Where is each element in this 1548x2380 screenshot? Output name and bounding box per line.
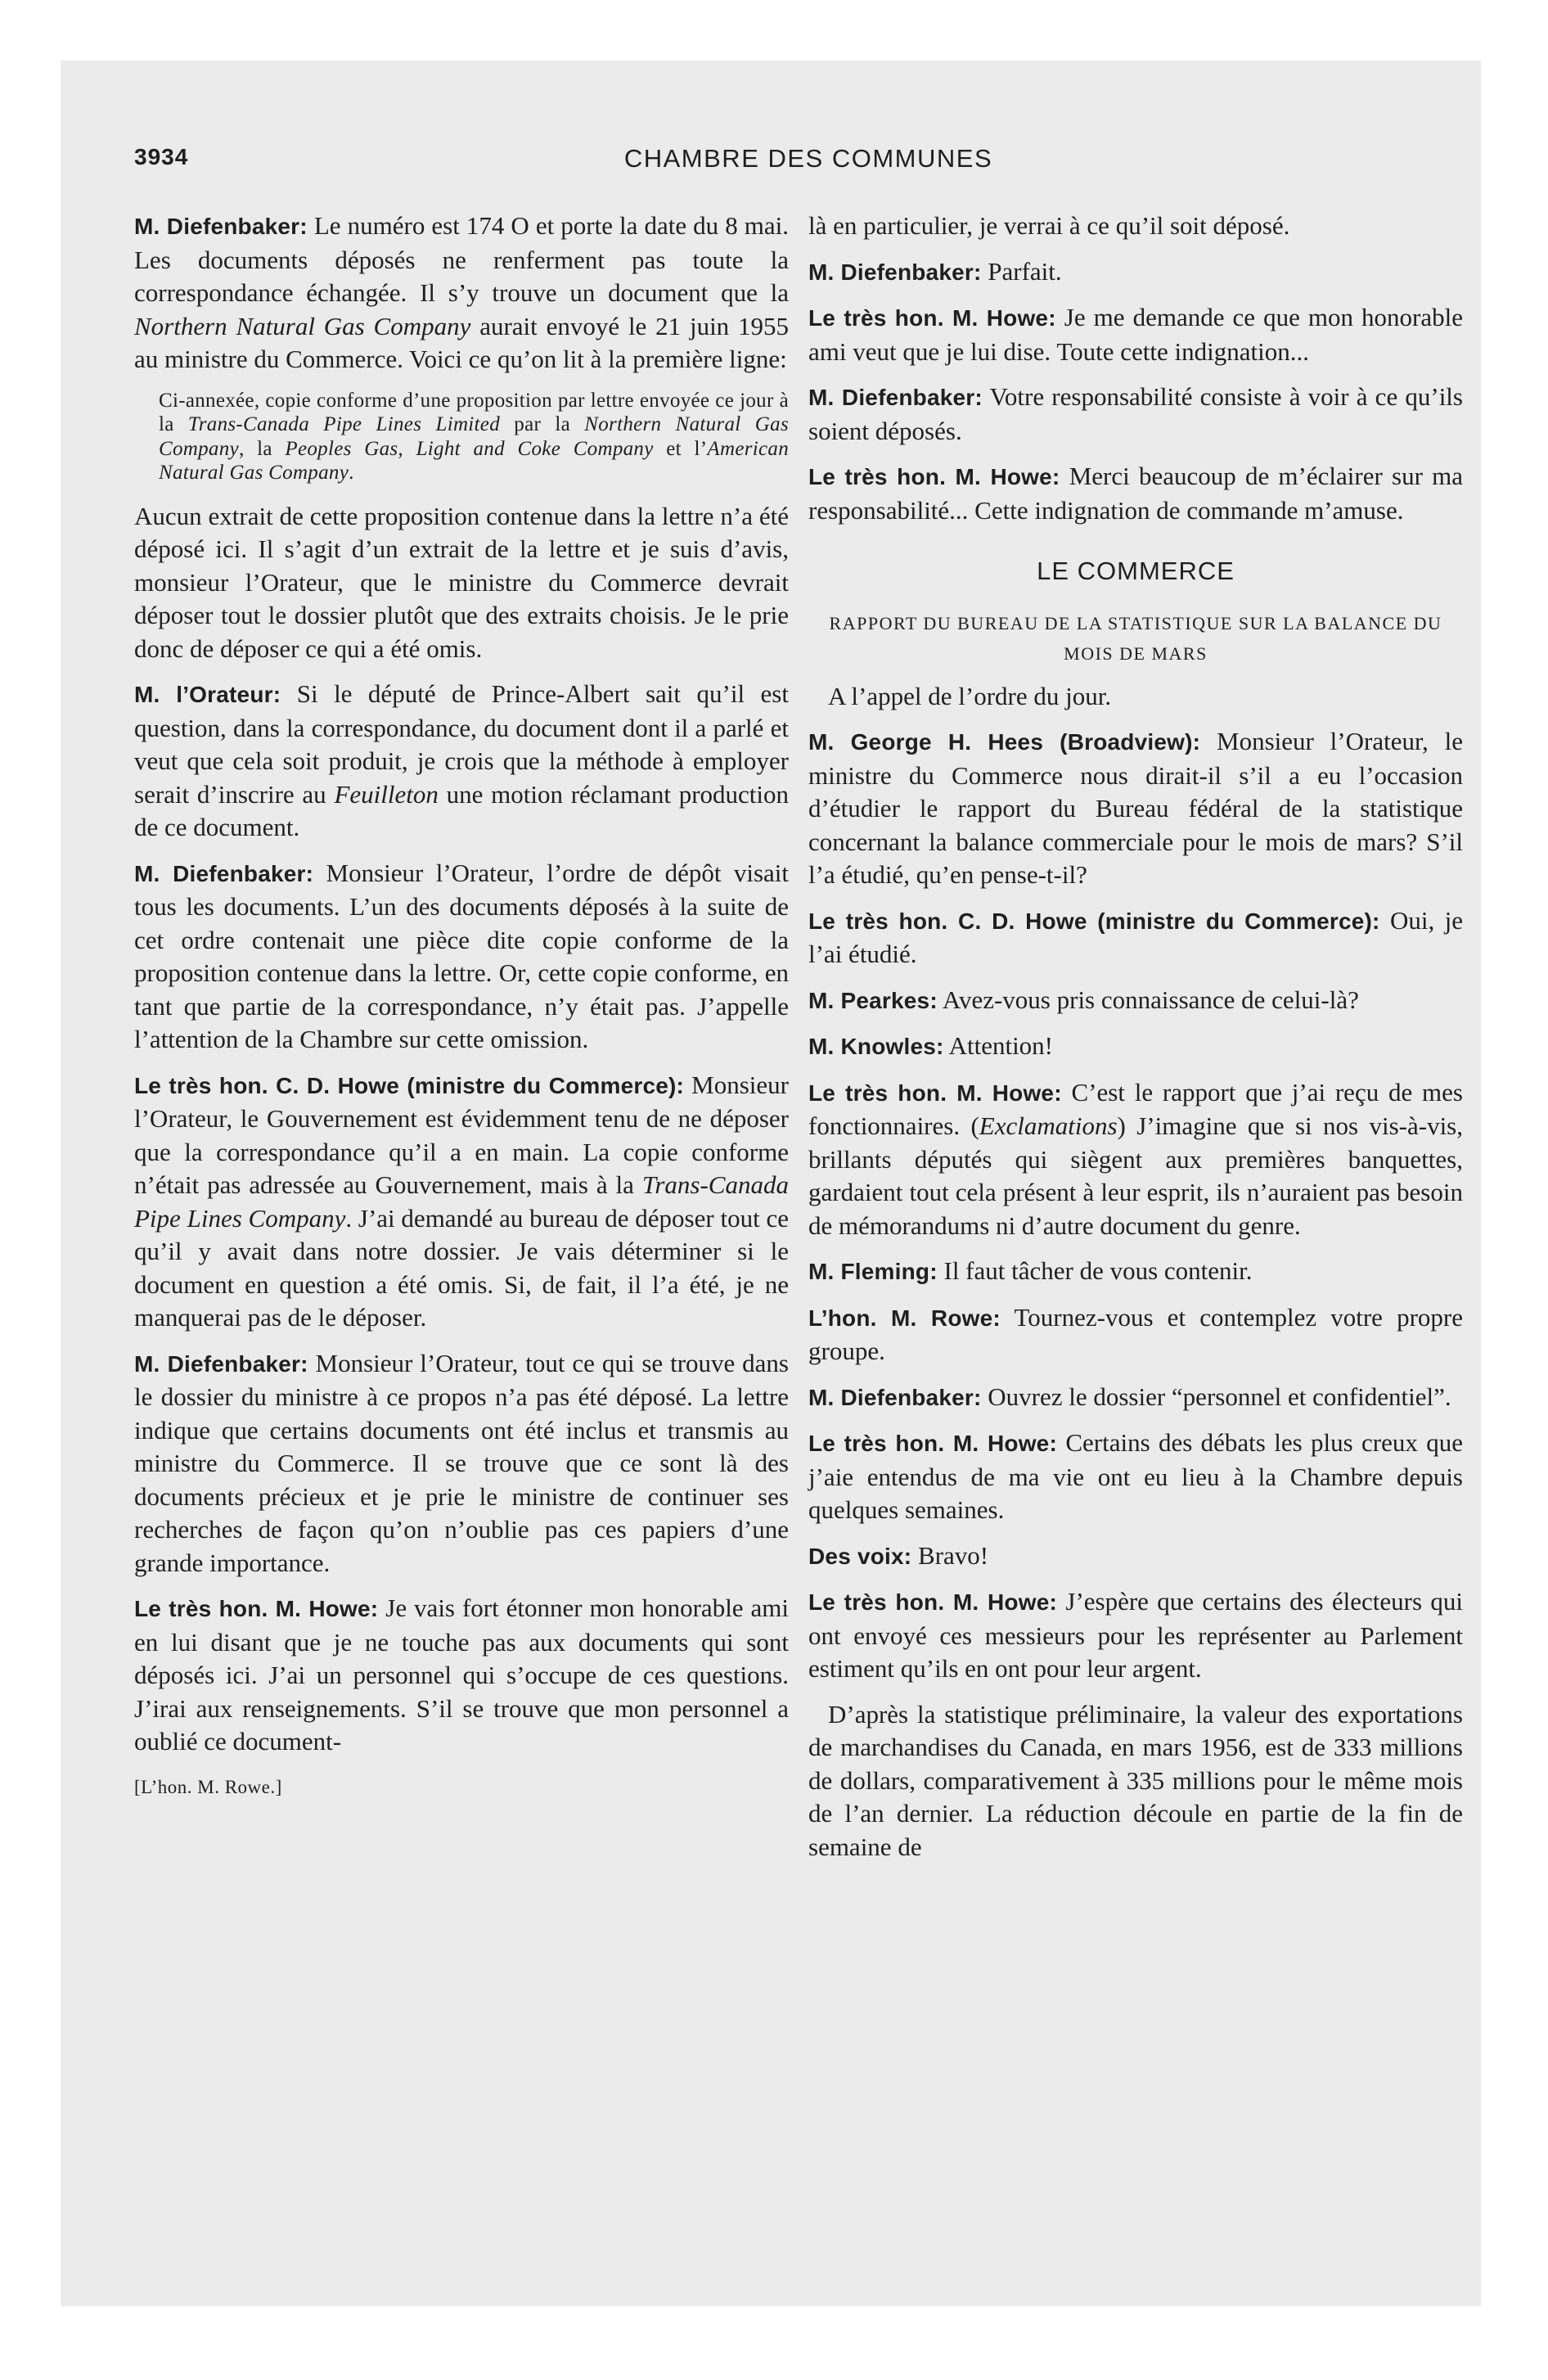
right-column bbox=[808, 210, 1463, 1876]
speaker-name: M. Pearkes: bbox=[808, 987, 938, 1013]
paragraph: Le très hon. M. Howe: C’est le rapport que j’ai reçu de mes fonctionnaires. (Exclamations) J’imagine que si nos vis-à-vis, brillants députés qui siègent aux premières banquettes, gardaient tout cela présent à leur esprit, ils n’auraient pas besoin de mémorandums ni d’autre document du genre. bbox=[808, 1077, 1463, 1240]
left-column bbox=[134, 210, 789, 1804]
running-header bbox=[134, 144, 1466, 180]
paragraph: Le très hon. M. Howe: J’espère que certains des électeurs qui ont envoyé ces messieurs pour les représenter au Parlement estiment qu’ils en ont pour leur argent. bbox=[808, 1587, 1463, 1683]
paragraph: M. l’Orateur: Si le député de Prince-Albert sait qu’il est question, dans la correspondance, du document dont il a parlé et veut que cela soit produit, je crois que la méthode à employer serait d’inscrire au Feuilleton une motion réclamant production de ce document. bbox=[134, 679, 789, 841]
speaker-name: M. Diefenbaker: bbox=[134, 860, 314, 886]
speaker-name: Le très hon. M. Howe: bbox=[808, 464, 1060, 489]
paragraph: M. Diefenbaker: Le numéro est 174 O et porte la date du 8 mai. Les documents déposés ne renferment pas toute la correspondance échangée. Il s’y trouve un document que la Northern Natural Gas Company aurait envoyé le 21 juin 1955 au ministre du Commerce. Voici ce qu’on lit à la première ligne: bbox=[134, 211, 790, 373]
speaker-name: Le très hon. M. Howe: bbox=[808, 1589, 1058, 1615]
block-quote: Ci-annexée, copie conforme d’une proposition par lettre envoyée ce jour à la Trans-Canada Pipe Lines Limited par la Northern Natural Gas Company, la Peoples Gas, Light and Coke Company et l’American Natural Gas Company. bbox=[159, 389, 789, 484]
paragraph: L’hon. M. Rowe: Tournez-vous et contemplez votre propre groupe. bbox=[808, 1302, 1464, 1365]
paragraph: A l’appel de l’ordre du jour. bbox=[828, 681, 1112, 710]
paragraph: D’après la statistique préliminaire, la valeur des exportations de marchandises du Canada, en mars 1956, est de 333 millions de dollars, comparativement à 335 millions pour le même mois de l’an dernier. La réduction découle en partie de la fin de semaine de bbox=[808, 1699, 1463, 1861]
paragraph: M. Diefenbaker: Parfait. bbox=[808, 256, 1062, 286]
speaker-name: Le très hon. M. Howe: bbox=[808, 305, 1056, 331]
speaker-name: Des voix: bbox=[808, 1543, 912, 1569]
paragraph: Des voix: Bravo! bbox=[808, 1540, 989, 1570]
speaker-name: Le très hon. C. D. Howe (ministre du Commerce): bbox=[134, 1072, 685, 1098]
speaker-name: M. Diefenbaker: bbox=[808, 385, 983, 410]
speaker-name: M. Diefenbaker: bbox=[134, 214, 308, 239]
speaker-name: M. Diefenbaker: bbox=[808, 259, 982, 285]
paragraph: M. Diefenbaker: Monsieur l’Orateur, l’ordre de dépôt visait tous les documents. L’un des documents déposés à la suite de cet ordre contenait une pièce dite copie conforme de la proposition contenue dans la lettre. Or, cette copie conforme, en tant que partie de la correspondance, n’y était pas. J’appelle l’attention de la Chambre sur cette omission. bbox=[134, 858, 789, 1053]
paragraph: M. Diefenbaker: Votre responsabilité consiste à voir à ce qu’ils soient déposés. bbox=[808, 382, 1463, 445]
paragraph: Le très hon. M. Howe: Je vais fort étonner mon honorable ami en lui disant que je ne touche pas aux documents qui sont déposés ici. J’ai un personnel qui s’occupe de ces questions. J’irai aux renseignements. S’il se trouve que mon personnel a oublié ce document- bbox=[134, 1593, 789, 1756]
paragraph: M. George H. Hees (Broadview): Monsieur l’Orateur, le ministre du Commerce nous dirait-il s’il a eu l’occasion d’étudier le rapport du Bureau fédéral de la statistique concernant la balance commerciale pour le mois de mars? S’il l’a étudié, qu’en pense-t-il? bbox=[808, 727, 1463, 889]
speaker-name: Le très hon. M. Howe: bbox=[808, 1431, 1057, 1456]
speaker-name: M. Diefenbaker: bbox=[808, 1384, 982, 1410]
speaker-name: M. l’Orateur: bbox=[134, 682, 281, 707]
page-number: 3934 bbox=[134, 144, 189, 169]
paragraph: Le très hon. M. Howe: Merci beaucoup de m’éclairer sur ma responsabilité... Cette indignation de commande m’amuse. bbox=[808, 462, 1463, 525]
paragraph: là en particulier, je verrai à ce qu’il soit déposé. bbox=[808, 211, 1290, 240]
paragraph: M. Pearkes: Avez-vous pris connaissance de celui-là? bbox=[808, 985, 1359, 1014]
paragraph: M. Diefenbaker: Monsieur l’Orateur, tout ce qui se trouve dans le dossier du ministre à ce propos n’a pas été déposé. La lettre indique que certains documents ont été inclus et transmis au ministre du Commerce. Il se trouve que ce sont là des documents précieux et je prie le ministre de continuer ses recherches de façon qu’on n’oublie pas ces papiers d’une grande importance. bbox=[134, 1348, 789, 1577]
speaker-name: Le très hon. C. D. Howe (ministre du Commerce): bbox=[808, 908, 1380, 934]
speaker-name: M. George H. Hees (Broadview): bbox=[808, 729, 1201, 755]
footer-note: [L’hon. M. Rowe.] bbox=[134, 1776, 282, 1797]
paragraph: M. Fleming: Il faut tâcher de vous contenir. bbox=[808, 1256, 1253, 1285]
speaker-name: M. Fleming: bbox=[808, 1259, 938, 1284]
paragraph: Aucun extrait de cette proposition contenue dans la lettre n’a été déposé ici. Il s’agit d’un extrait de la lettre et je suis d’avis, monsieur l’Orateur, que le ministre du Commerce devrait déposer tout le dossier plutôt que des extraits choisis. Je le prie donc de déposer ce qui a été omis. bbox=[134, 501, 789, 663]
paragraph: Le très hon. M. Howe: Certains des débats les plus creux que j’aie entendus de ma vie ont eu lieu à la Chambre depuis quelques semaines. bbox=[808, 1428, 1463, 1524]
speaker-name: L’hon. M. Rowe: bbox=[808, 1305, 1001, 1331]
speaker-name: M. Diefenbaker: bbox=[134, 1350, 308, 1377]
section-heading: LE COMMERCE bbox=[1037, 557, 1235, 585]
paragraph: M. Knowles: Attention! bbox=[808, 1031, 1054, 1060]
paragraph: Le très hon. M. Howe: Je me demande ce que mon honorable ami veut que je lui dise. Toute cette indignation... bbox=[808, 303, 1463, 366]
page-title: CHAMBRE DES COMMUNES bbox=[623, 144, 993, 173]
paragraph: Le très hon. C. D. Howe (ministre du Commerce): Oui, je l’ai étudié. bbox=[808, 905, 1464, 968]
speaker-name: Le très hon. M. Howe: bbox=[134, 1596, 379, 1621]
speaker-name: M. Knowles: bbox=[808, 1034, 944, 1059]
paragraph: Le très hon. C. D. Howe (ministre du Commerce): Monsieur l’Orateur, le Gouvernement est évidemment tenu de ne déposer que la correspondance qu’il a en main. La copie conforme n’était pas adressée au Gouvernement, mais à la Trans-Canada Pipe Lines Company. J’ai demandé au bureau de déposer tout ce qu’il y avait dans notre dossier. Je vais déterminer si le document en question a été omis. Si, de fait, il l’a été, je ne manquerai pas de le déposer. bbox=[134, 1070, 790, 1332]
speaker-name: Le très hon. M. Howe: bbox=[808, 1080, 1062, 1106]
section-subheading: RAPPORT DU BUREAU DE LA STATISTIQUE SUR LA BALANCE DU MOIS DE MARS bbox=[829, 612, 1442, 664]
paragraph: M. Diefenbaker: Ouvrez le dossier “personnel et confidentiel”. bbox=[808, 1382, 1451, 1411]
